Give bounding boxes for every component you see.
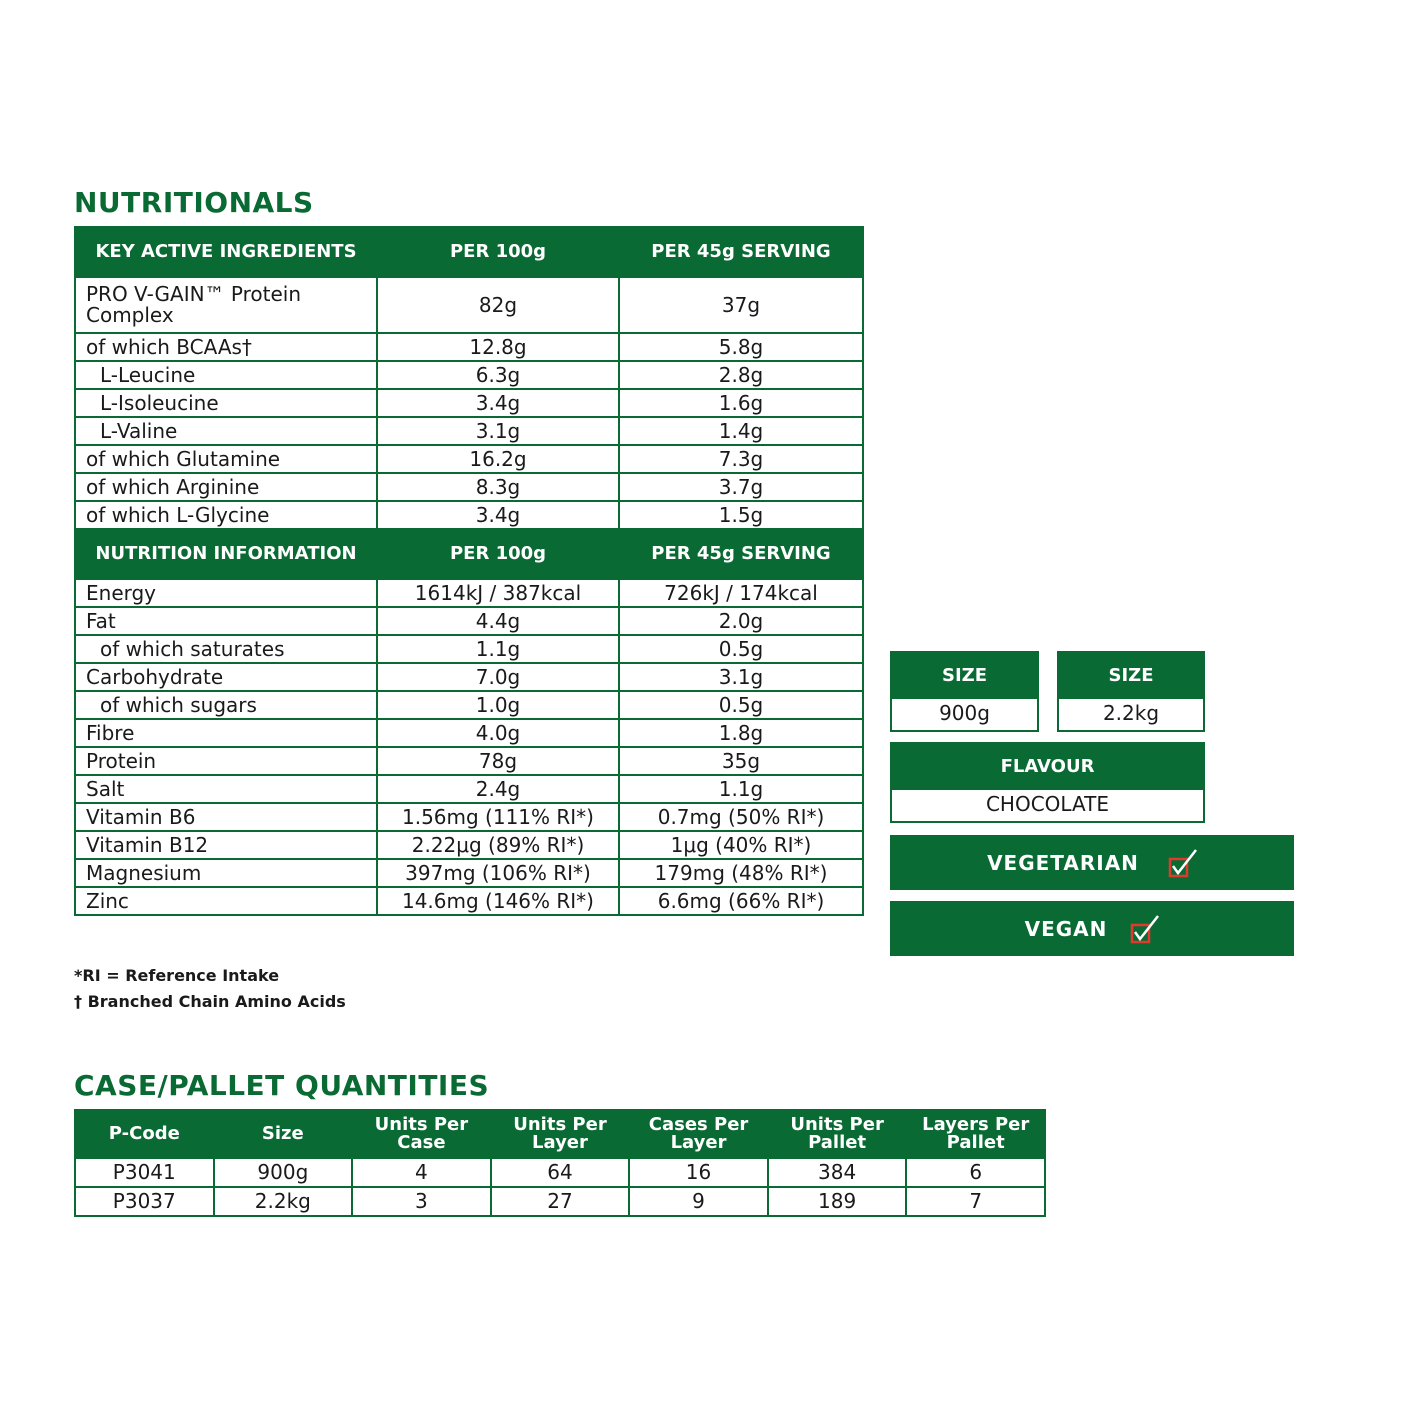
key-header-ingredients: KEY ACTIVE INGREDIENTS — [75, 227, 377, 277]
size-value: 2.2kg — [1102, 701, 1160, 725]
value-per-45g: 37g — [619, 277, 863, 333]
value-per-100g: 2.4g — [377, 775, 619, 803]
value-per-100g: 14.6mg (146% RI*) — [377, 887, 619, 915]
vegan-label: VEGAN — [1024, 916, 1108, 941]
case-header-cell: Layers Per Pallet — [906, 1110, 1045, 1158]
nutritionals-title: NUTRITIONALS — [74, 186, 314, 219]
case-cell: P3037 — [75, 1187, 214, 1216]
table-row — [75, 607, 863, 635]
size-box-900g — [890, 651, 1039, 732]
table-row — [75, 501, 863, 529]
value-per-45g: 3.7g — [619, 473, 863, 501]
vegan-badge — [890, 901, 1294, 956]
table-row — [75, 1158, 1045, 1187]
table-row — [75, 775, 863, 803]
value-per-45g: 179mg (48% RI*) — [619, 859, 863, 887]
case-cell: 4 — [352, 1158, 491, 1187]
size-value: 900g — [939, 701, 990, 725]
case-cell: 2.2kg — [214, 1187, 353, 1216]
table-row — [75, 887, 863, 915]
table-row — [75, 663, 863, 691]
ingredient-name: Vitamin B6 — [75, 803, 377, 831]
table-row — [75, 361, 863, 389]
value-per-45g: 2.0g — [619, 607, 863, 635]
case-header-cell: Units Per Pallet — [768, 1110, 907, 1158]
value-per-100g: 78g — [377, 747, 619, 775]
key-header-per45: PER 45g SERVING — [619, 227, 863, 277]
info-header-per45: PER 45g SERVING — [619, 529, 863, 579]
ingredient-name: of which saturates — [75, 635, 377, 663]
table-row — [75, 417, 863, 445]
ingredient-name: Carbohydrate — [75, 663, 377, 691]
footnote-ri: *RI = Reference Intake — [74, 966, 280, 985]
value-per-45g: 0.5g — [619, 691, 863, 719]
value-per-100g: 1.0g — [377, 691, 619, 719]
value-per-100g: 1.56mg (111% RI*) — [377, 803, 619, 831]
table-row — [75, 389, 863, 417]
table-row — [75, 1187, 1045, 1216]
case-cell: 9 — [629, 1187, 768, 1216]
value-per-100g: 7.0g — [377, 663, 619, 691]
case-pallet-title: CASE/PALLET QUANTITIES — [74, 1069, 490, 1102]
value-per-100g: 6.3g — [377, 361, 619, 389]
footnote-bcaa: † Branched Chain Amino Acids — [74, 992, 346, 1011]
nutrition-table — [74, 226, 864, 916]
case-header-cell: P-Code — [75, 1110, 214, 1158]
value-per-45g: 1.8g — [619, 719, 863, 747]
ingredient-name: Salt — [75, 775, 377, 803]
ingredient-name: PRO V-GAIN™ Protein Complex — [75, 277, 377, 333]
ingredient-name: Magnesium — [75, 859, 377, 887]
ingredient-name: Energy — [75, 579, 377, 607]
ingredient-name: L-Isoleucine — [75, 389, 377, 417]
vegetarian-label: VEGETARIAN — [987, 850, 1139, 875]
value-per-100g: 3.1g — [377, 417, 619, 445]
key-header-per100: PER 100g — [377, 227, 619, 277]
case-cell: P3041 — [75, 1158, 214, 1187]
ingredient-name: of which L-Glycine — [75, 501, 377, 529]
value-per-100g: 397mg (106% RI*) — [377, 859, 619, 887]
table-row — [75, 277, 863, 333]
value-per-100g: 16.2g — [377, 445, 619, 473]
table-row — [75, 719, 863, 747]
case-cell: 3 — [352, 1187, 491, 1216]
info-header-row — [75, 529, 863, 579]
value-per-100g: 3.4g — [377, 389, 619, 417]
value-per-45g: 1.1g — [619, 775, 863, 803]
value-per-45g: 2.8g — [619, 361, 863, 389]
checkbox-checked-icon — [1129, 914, 1159, 944]
value-per-45g: 5.8g — [619, 333, 863, 361]
value-per-45g: 1.4g — [619, 417, 863, 445]
ingredient-name: Fat — [75, 607, 377, 635]
flavour-label: FLAVOUR — [892, 744, 1203, 790]
ingredient-name: of which Glutamine — [75, 445, 377, 473]
case-header-cell: Units Per Case — [352, 1110, 491, 1158]
table-row — [75, 831, 863, 859]
size-label: SIZE — [892, 653, 1037, 699]
value-per-100g: 82g — [377, 277, 619, 333]
case-header-cell: Cases Per Layer — [629, 1110, 768, 1158]
table-row — [75, 635, 863, 663]
checkbox-checked-icon — [1167, 848, 1197, 878]
key-header-row — [75, 227, 863, 277]
case-header-cell: Units Per Layer — [491, 1110, 630, 1158]
table-row — [75, 691, 863, 719]
ingredient-name: L-Valine — [75, 417, 377, 445]
flavour-value: CHOCOLATE — [985, 792, 1110, 816]
case-cell: 16 — [629, 1158, 768, 1187]
vegetarian-badge — [890, 835, 1294, 890]
case-header-row — [75, 1110, 1045, 1158]
case-cell: 189 — [768, 1187, 907, 1216]
case-header-cell: Size — [214, 1110, 353, 1158]
ingredient-name: of which sugars — [75, 691, 377, 719]
value-per-45g: 35g — [619, 747, 863, 775]
case-cell: 64 — [491, 1158, 630, 1187]
table-row — [75, 859, 863, 887]
value-per-100g: 12.8g — [377, 333, 619, 361]
value-per-100g: 2.22μg (89% RI*) — [377, 831, 619, 859]
ingredient-name: Fibre — [75, 719, 377, 747]
ingredient-name: L-Leucine — [75, 361, 377, 389]
size-box-2-2kg — [1057, 651, 1205, 732]
value-per-45g: 1.6g — [619, 389, 863, 417]
case-cell: 7 — [906, 1187, 1045, 1216]
ingredient-name: Vitamin B12 — [75, 831, 377, 859]
table-row — [75, 803, 863, 831]
value-per-45g: 6.6mg (66% RI*) — [619, 887, 863, 915]
table-row — [75, 445, 863, 473]
case-pallet-table — [74, 1109, 1046, 1217]
value-per-45g: 7.3g — [619, 445, 863, 473]
info-header-nutrition: NUTRITION INFORMATION — [75, 529, 377, 579]
value-per-45g: 0.5g — [619, 635, 863, 663]
value-per-45g: 1.5g — [619, 501, 863, 529]
flavour-box — [890, 742, 1205, 823]
table-row — [75, 579, 863, 607]
value-per-100g: 4.0g — [377, 719, 619, 747]
value-per-100g: 1.1g — [377, 635, 619, 663]
value-per-100g: 1614kJ / 387kcal — [377, 579, 619, 607]
ingredient-name: Protein — [75, 747, 377, 775]
value-per-100g: 3.4g — [377, 501, 619, 529]
value-per-100g: 4.4g — [377, 607, 619, 635]
table-row — [75, 333, 863, 361]
value-per-45g: 3.1g — [619, 663, 863, 691]
table-row — [75, 473, 863, 501]
value-per-45g: 0.7mg (50% RI*) — [619, 803, 863, 831]
ingredient-name: Zinc — [75, 887, 377, 915]
ingredient-name: of which BCAAs† — [75, 333, 377, 361]
ingredient-name: of which Arginine — [75, 473, 377, 501]
table-row — [75, 747, 863, 775]
case-cell: 900g — [214, 1158, 353, 1187]
case-cell: 384 — [768, 1158, 907, 1187]
size-label: SIZE — [1059, 653, 1203, 699]
case-cell: 27 — [491, 1187, 630, 1216]
value-per-45g: 1μg (40% RI*) — [619, 831, 863, 859]
value-per-100g: 8.3g — [377, 473, 619, 501]
case-cell: 6 — [906, 1158, 1045, 1187]
value-per-45g: 726kJ / 174kcal — [619, 579, 863, 607]
info-header-per100: PER 100g — [377, 529, 619, 579]
